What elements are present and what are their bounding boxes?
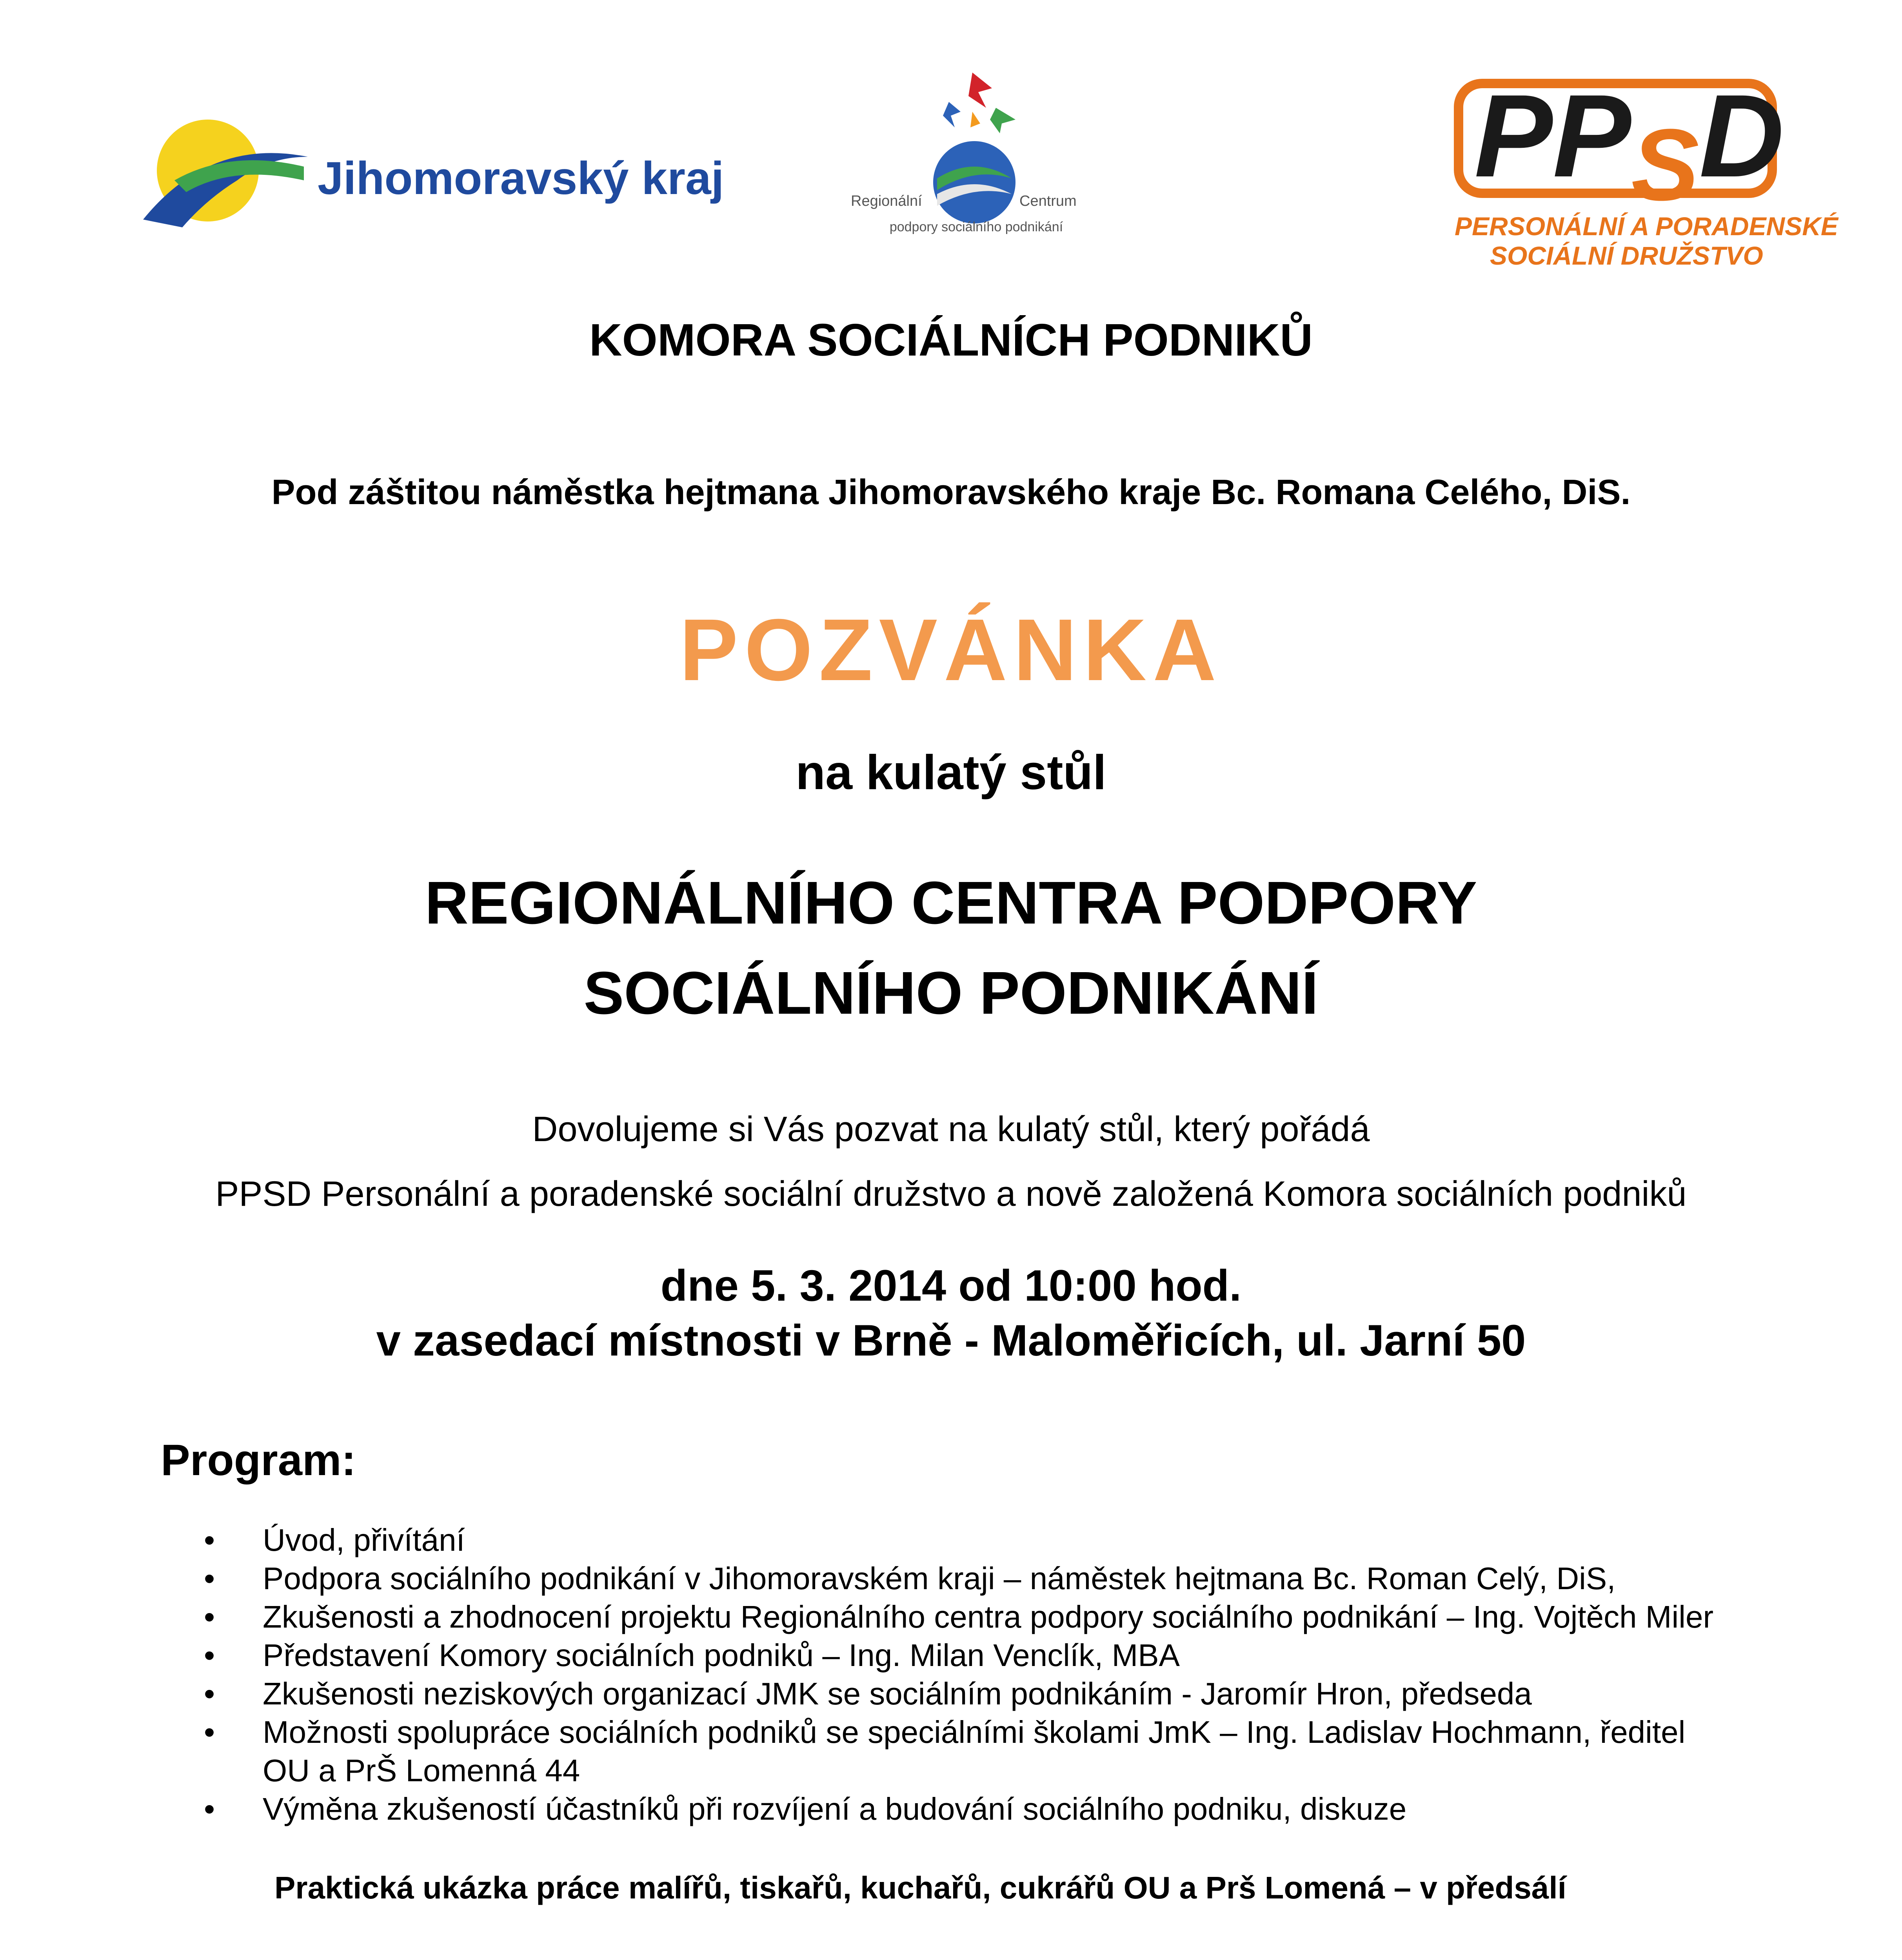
ppsd-subtitle-1: PERSONÁLNÍ A PORADENSKÉ: [1455, 212, 1838, 241]
jihomoravsky-kraj-logo: [139, 102, 790, 243]
event-date: dne 5. 3. 2014 od 10:00 hod.: [660, 1261, 1242, 1310]
program-item: [204, 1559, 1811, 1598]
rcsp-text-left: Regionální: [851, 193, 922, 209]
program-heading: Program:: [161, 1436, 356, 1485]
bullet-icon: •: [204, 1599, 215, 1634]
practical-demo-note: Praktická ukázka práce malířů, tiskařů, kuchařů, cukrářů OU a Prš Lomená – v předsálí: [274, 1870, 1566, 1905]
program-list: [204, 1521, 1811, 1828]
program-item: [204, 1713, 1811, 1790]
program-item-text: Zkušenosti a zhodnocení projektu Regionálního centra podpory sociálního podnikání – Ing. Vojtěch Miler: [263, 1599, 1714, 1634]
program-item: [204, 1636, 1811, 1675]
intro-line-2: PPSD Personální a poradenské sociální družstvo a nově založená Komora sociálních podniků: [215, 1174, 1687, 1214]
invitation-title: POZVÁNKA: [679, 601, 1223, 699]
program-item-text: Úvod, přivítání: [263, 1523, 465, 1557]
organizer-line-1: REGIONÁLNÍHO CENTRA PODPORY: [425, 869, 1477, 936]
jmk-logo-text: Jihomoravský kraj: [318, 152, 724, 204]
rcsp-text-right: Centrum: [1019, 193, 1077, 209]
regionalni-centrum-logo: [843, 65, 1110, 245]
red-bird-icon: [968, 73, 992, 108]
rcsp-text-sub: podpory sociálního podnikání: [889, 220, 1063, 234]
intro-line-1: Dovolujeme si Vás pozvat na kulatý stůl, který pořádá: [532, 1110, 1370, 1149]
green-bird-icon: [990, 108, 1015, 133]
ppsd-logo: [1447, 70, 1838, 280]
bullet-icon: •: [204, 1561, 215, 1596]
program-item-continuation: OU a PrŠ Lomenná 44: [263, 1753, 580, 1788]
organizer-line-2: SOCIÁLNÍHO PODNIKÁNÍ: [583, 959, 1319, 1027]
program-item-text: Zkušenosti neziskových organizací JMK se sociálním podnikáním - Jaromír Hron, předseda: [263, 1676, 1532, 1711]
chamber-heading: KOMORA SOCIÁLNÍCH PODNIKŮ: [589, 314, 1313, 365]
program-item-text: Možnosti spolupráce sociálních podniků se speciálními školami JmK – Ing. Ladislav Hochmann, ředitel: [263, 1715, 1686, 1749]
patronage-line: Pod záštitou náměstka hejtmana Jihomoravského kraje Bc. Romana Celého, DiS.: [271, 473, 1631, 512]
orange-bird-icon: [970, 112, 980, 127]
ppsd-letters: [1474, 70, 1784, 222]
ppsd-letters-pp: PP: [1474, 70, 1631, 201]
bullet-icon: •: [204, 1676, 215, 1711]
program-item-text: Představení Komory sociálních podniků – Ing. Milan Venclík, MBA: [263, 1638, 1180, 1673]
program-item: [204, 1675, 1811, 1713]
bullet-icon: •: [204, 1523, 215, 1557]
ppsd-letter-s: S: [1631, 108, 1699, 222]
bullet-icon: •: [204, 1715, 215, 1749]
bullet-icon: •: [204, 1791, 215, 1826]
program-item-text: Podpora sociálního podnikání v Jihomoravském kraji – náměstek hejtmana Bc. Roman Celý, DiS,: [263, 1561, 1616, 1596]
ppsd-subtitle-2: SOCIÁLNÍ DRUŽSTVO: [1490, 241, 1763, 270]
round-table-subtitle: na kulatý stůl: [796, 746, 1106, 800]
event-place: v zasedací místnosti v Brně - Maloměřicích, ul. Jarní 50: [376, 1316, 1526, 1365]
blue-bird-icon: [943, 102, 961, 127]
program-item: [204, 1790, 1811, 1828]
bullet-icon: •: [204, 1638, 215, 1673]
program-item-text: Výměna zkušeností účastníků při rozvíjení a budování sociálního podniku, diskuze: [263, 1791, 1407, 1826]
program-item: [204, 1521, 1811, 1559]
program-item: [204, 1598, 1811, 1636]
ppsd-letter-d: D: [1699, 70, 1784, 201]
